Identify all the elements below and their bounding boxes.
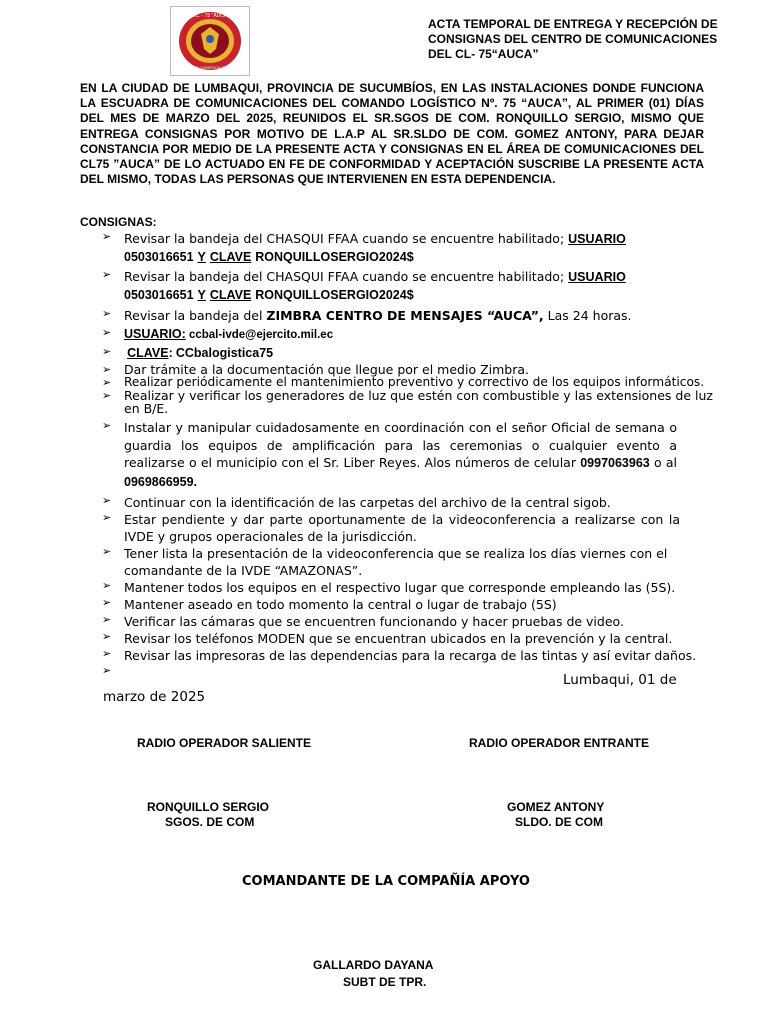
list-item	[100, 307, 725, 324]
saliente-name: RONQUILLO SERGIO	[147, 800, 270, 814]
item-text: Revisar las impresoras de las dependencias para la recarga de las tintas y así evitar daños.	[124, 648, 697, 663]
clave-colon: :	[168, 346, 173, 360]
arrow-bullet-icon: ➢	[102, 307, 112, 320]
date-line-1: Lumbaqui, 01 de	[563, 672, 677, 688]
arrow-bullet-icon: ➢	[102, 230, 112, 243]
list-item	[100, 389, 725, 415]
item-text: Dar trámite a la documentación que llegue por el medio Zimbra.	[124, 362, 529, 377]
item-text: Estar pendiente y dar parte oportunamente de la videoconferencia a realizarse con la IVDE y grupos operacionales de la jurisdicción.	[124, 512, 680, 544]
intro-paragraph: EN LA CIUDAD DE LUMBAQUI, PROVINCIA DE SUCUMBÍOS, EN LAS INSTALACIONES DONDE FUNCIONA LA ESCUADRA DE COMUNICACIONES DEL COMANDO LOGÍSTICO Nº. 75 “AUCA”, AL PRIMER (01) DÍAS DEL MES DE MARZO DEL 2025, REUNIDOS EL SR.SGOS DE COM. RONQUILLO SERGIO, MISMO QUE ENTREGA CONSIGNAS POR MOTIVO DE L.A.P AL SR.SLDO DE COM. GOMEZ ANTONY, PARA DEJAR CONSTANCIA POR MEDIO DE LA PRESENTE ACTA Y CONSIGNAS EN EL ÁREA DE COMUNICACIONES DEL CL75 ”AUCA” DE LO ACTUADO EN FE DE CONFORMIDAD Y ACEPTACIÓN SUSCRIBE LA PRESENTE ACTA DEL MISMO, TODAS LAS PERSONAS QUE INTERVIENEN EN ESTA DEPENDENCIA.	[80, 81, 704, 187]
item-text: Revisar la bandeja del	[124, 308, 263, 323]
zimbra-label: ZIMBRA CENTRO DE MENSAJES “AUCA”,	[266, 308, 544, 323]
commander-rank: SUBT DE TPR.	[343, 975, 427, 989]
arrow-bullet-icon: ➢	[102, 596, 112, 609]
item-text: Realizar y verificar los generadores de luz que estén con combustible y las extensiones de luz en B/E.	[124, 388, 713, 416]
usuario-label: USUARIO	[568, 232, 626, 246]
arrow-bullet-icon: ➢	[102, 511, 112, 524]
phone-number-1: 0997063963	[580, 456, 650, 470]
arrow-bullet-icon: ➢	[102, 268, 112, 281]
clave-value: RONQUILLOSERGIO2024$	[255, 288, 414, 302]
usuario-label: USUARIO	[568, 270, 626, 284]
arrow-bullet-icon: ➢	[102, 389, 112, 402]
usuario-label: USUARIO:	[124, 327, 186, 341]
clave-value: CCbalogistica75	[175, 346, 274, 360]
document-title: ACTA TEMPORAL DE ENTREGA Y RECEPCIÓN DE CONSIGNAS DEL CENTRO DE COMUNICACIONES DEL CL- 75“AUCA”	[428, 17, 718, 61]
item-text: Instalar y manipular cuidadosamente en coordinación con el señor Oficial de semana o guardia los equipos de amplificación para las ceremonias o cualquier evento a realizarse o el municipio con el Sr. Liber Reyes. Alos números de celular	[124, 420, 677, 470]
list-item	[100, 579, 725, 596]
list-item	[100, 596, 725, 613]
item-text: Revisar los teléfonos MODEN que se encuentran ubicados en la prevención y la central.	[124, 631, 673, 646]
arrow-bullet-icon: ➢	[102, 664, 112, 677]
unit-logo	[170, 6, 250, 76]
list-item	[100, 545, 725, 579]
arrow-bullet-icon: ➢	[102, 376, 112, 389]
arrow-bullet-icon: ➢	[102, 363, 112, 376]
arrow-bullet-icon: ➢	[102, 494, 112, 507]
consignas-heading: CONSIGNAS:	[80, 215, 157, 229]
list-item	[100, 326, 725, 344]
commander-title: COMANDANTE DE LA COMPAÑÍA APOYO	[242, 874, 530, 889]
saliente-rank: SGOS. DE COM	[165, 815, 255, 829]
item-text: Mantener aseado en todo momento la central o lugar de trabajo (5S)	[124, 597, 557, 612]
item-text: Mantener todos los equipos en el respectivo lugar que corresponde empleando las (5S).	[124, 580, 676, 595]
list-item	[100, 230, 725, 266]
item-text: Revisar la bandeja del CHASQUI FFAA cuando se encuentre habilitado;	[124, 231, 565, 246]
arrow-bullet-icon: ➢	[102, 613, 112, 626]
list-item	[100, 345, 725, 362]
list-item	[100, 613, 725, 630]
arrow-bullet-icon: ➢	[102, 579, 112, 592]
entrante-name: GOMEZ ANTONY	[507, 800, 605, 814]
clave-label: CLAVE	[209, 250, 252, 264]
clave-value: RONQUILLOSERGIO2024$	[255, 250, 414, 264]
item-text: Continuar con la identificación de las carpetas del archivo de la central sigob.	[124, 495, 611, 510]
list-item	[100, 511, 725, 545]
list-item	[100, 494, 725, 511]
item-text: Verificar las cámaras que se encuentren funcionando y hacer pruebas de video.	[124, 614, 624, 629]
list-item	[100, 630, 725, 647]
arrow-bullet-icon: ➢	[102, 326, 112, 339]
y-connector: Y	[197, 250, 206, 264]
clave-label: CLAVE	[209, 288, 252, 302]
usuario-value: ccbal-ivde@ejercito.mil.ec	[188, 329, 334, 341]
clave-label: CLAVE	[127, 346, 169, 360]
usuario-value: 0503016651	[124, 288, 194, 302]
saliente-role: RADIO OPERADOR SALIENTE	[137, 736, 312, 750]
item-text: Las 24 horas.	[547, 308, 632, 323]
item-text: o al	[653, 455, 677, 470]
shield-emblem-icon	[171, 7, 249, 75]
phone-number-2: 0969866959.	[124, 474, 197, 489]
entrante-rank: SLDO. DE COM	[515, 815, 604, 829]
item-text: Realizar periódicamente el mantenimiento preventivo y correctivo de los equipos informáticos.	[124, 375, 705, 389]
item-text: Revisar la bandeja del CHASQUI FFAA cuando se encuentre habilitado;	[124, 269, 565, 284]
consignas-list	[100, 230, 725, 681]
arrow-bullet-icon: ➢	[102, 647, 112, 660]
arrow-bullet-icon: ➢	[102, 630, 112, 643]
arrow-bullet-icon: ➢	[102, 419, 112, 432]
logo-top-text: C.L. - 75 "AUCA"	[190, 13, 230, 19]
y-connector: Y	[197, 288, 206, 302]
list-item	[100, 268, 725, 304]
arrow-bullet-icon: ➢	[102, 345, 112, 358]
item-text: Tener lista la presentación de la videoconferencia que se realiza los días viernes con el comandante de la IVDE “AMAZONAS”.	[124, 546, 668, 578]
list-item	[100, 647, 725, 664]
arrow-bullet-icon: ➢	[102, 545, 112, 558]
logo-bottom-text: UNIDAD LOGISTICA "T. ZUR"	[183, 65, 237, 70]
entrante-role: RADIO OPERADOR ENTRANTE	[469, 736, 650, 750]
commander-name: GALLARDO DAYANA	[313, 958, 434, 972]
usuario-value: 0503016651	[124, 250, 194, 264]
date-line-2: marzo de 2025	[103, 689, 206, 705]
list-item	[100, 419, 725, 491]
